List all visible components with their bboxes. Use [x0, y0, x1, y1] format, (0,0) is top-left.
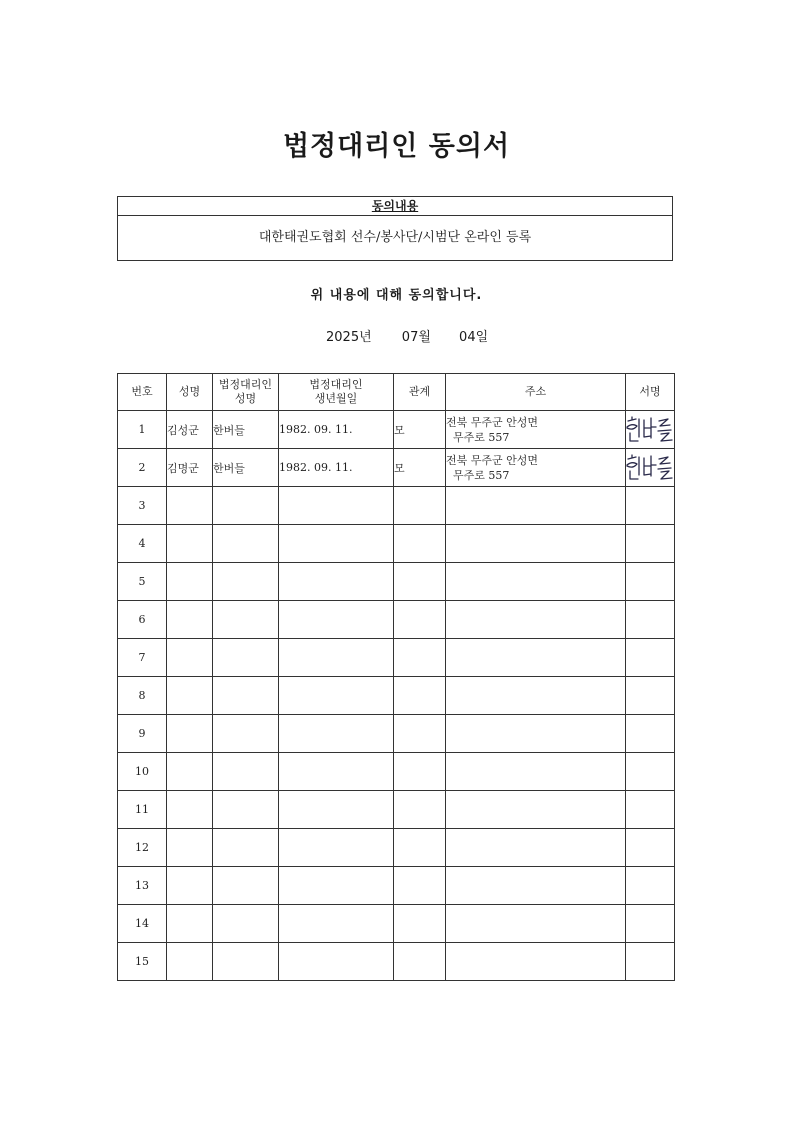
row-number: 14 — [118, 905, 167, 943]
guardian-name — [213, 791, 279, 829]
relation — [394, 753, 446, 791]
table-row — [118, 601, 675, 639]
signature — [626, 677, 675, 715]
relation — [394, 601, 446, 639]
signature — [626, 601, 675, 639]
relation: 모 — [394, 411, 446, 449]
row-number: 11 — [118, 791, 167, 829]
address — [446, 791, 626, 829]
date-day: 04일 — [459, 330, 489, 345]
signature — [626, 525, 675, 563]
address — [446, 601, 626, 639]
guardian-name — [213, 829, 279, 867]
table-row — [118, 829, 675, 867]
table-row — [118, 487, 675, 525]
guardian-birthdate — [279, 487, 394, 525]
row-number: 12 — [118, 829, 167, 867]
signature — [626, 639, 675, 677]
guardian-birthdate — [279, 525, 394, 563]
date-line — [326, 326, 488, 345]
table-row — [118, 867, 675, 905]
table-header-row — [118, 374, 675, 411]
table-row — [118, 411, 675, 449]
relation: 모 — [394, 449, 446, 487]
table-row — [118, 677, 675, 715]
guardian-birthdate — [279, 601, 394, 639]
student-name — [167, 563, 213, 601]
table-body — [118, 411, 675, 981]
consent-header-label: 동의내용 — [371, 199, 419, 213]
relation — [394, 943, 446, 981]
header-signature: 서명 — [626, 374, 675, 411]
document-title: 법정대리인 동의서 — [282, 131, 511, 162]
signature — [626, 449, 675, 487]
guardian-name — [213, 525, 279, 563]
table-row — [118, 943, 675, 981]
student-name — [167, 639, 213, 677]
guardian-table — [117, 373, 675, 981]
address — [446, 867, 626, 905]
row-number: 13 — [118, 867, 167, 905]
row-number: 5 — [118, 563, 167, 601]
header-name: 성명 — [167, 374, 213, 411]
guardian-name — [213, 753, 279, 791]
student-name — [167, 487, 213, 525]
row-number: 7 — [118, 639, 167, 677]
guardian-name — [213, 905, 279, 943]
address — [446, 715, 626, 753]
table-row — [118, 905, 675, 943]
address — [446, 753, 626, 791]
guardian-name — [213, 943, 279, 981]
row-number: 8 — [118, 677, 167, 715]
header-guardian-name — [213, 374, 279, 411]
relation — [394, 791, 446, 829]
guardian-birthdate — [279, 905, 394, 943]
address — [446, 411, 626, 449]
row-number: 6 — [118, 601, 167, 639]
guardian-birthdate: 1982. 09. 11. — [279, 449, 394, 487]
row-number: 15 — [118, 943, 167, 981]
relation — [394, 867, 446, 905]
signature — [626, 715, 675, 753]
signature — [626, 753, 675, 791]
row-number: 9 — [118, 715, 167, 753]
date-year: 2025년 — [326, 330, 372, 345]
student-name — [167, 867, 213, 905]
address-line1: 전북 무주군 안성면 — [446, 415, 539, 429]
consent-header — [118, 197, 672, 216]
guardian-name — [213, 715, 279, 753]
relation — [394, 905, 446, 943]
relation — [394, 525, 446, 563]
signature — [626, 563, 675, 601]
consent-box — [117, 196, 673, 261]
date-month: 07월 — [401, 330, 431, 345]
relation — [394, 829, 446, 867]
address — [446, 449, 626, 487]
guardian-birthdate — [279, 791, 394, 829]
address — [446, 525, 626, 563]
signature — [626, 487, 675, 525]
relation — [394, 639, 446, 677]
header-no: 번호 — [118, 374, 167, 411]
address — [446, 639, 626, 677]
address — [446, 829, 626, 867]
guardian-name — [213, 487, 279, 525]
relation — [394, 563, 446, 601]
address — [446, 905, 626, 943]
signature — [626, 867, 675, 905]
signature — [626, 791, 675, 829]
address — [446, 563, 626, 601]
table-row — [118, 715, 675, 753]
address — [446, 487, 626, 525]
table-row — [118, 639, 675, 677]
student-name — [167, 943, 213, 981]
student-name — [167, 677, 213, 715]
relation — [394, 677, 446, 715]
relation — [394, 487, 446, 525]
table-row — [118, 449, 675, 487]
guardian-name — [213, 639, 279, 677]
header-guardian-birth — [279, 374, 394, 411]
signature — [626, 943, 675, 981]
header-guardian-name-line1: 법정대리인 — [218, 378, 273, 391]
guardian-name: 한버들 — [213, 411, 279, 449]
guardian-birthdate — [279, 677, 394, 715]
student-name — [167, 753, 213, 791]
header-guardian-name-line2: 성명 — [234, 392, 257, 405]
guardian-birthdate — [279, 867, 394, 905]
handwritten-signature — [626, 411, 675, 449]
address-line2: 무주로 557 — [453, 468, 510, 482]
header-guardian-birth-line1: 법정대리인 — [309, 378, 363, 391]
address — [446, 677, 626, 715]
guardian-birthdate — [279, 639, 394, 677]
header-guardian-birth-line2: 생년월일 — [314, 392, 358, 405]
handwritten-signature — [626, 449, 675, 487]
student-name — [167, 791, 213, 829]
signature — [626, 411, 675, 449]
agree-statement: 위 내용에 대해 동의합니다. — [310, 288, 483, 303]
student-name: 김명군 — [167, 449, 213, 487]
row-number: 2 — [118, 449, 167, 487]
guardian-birthdate — [279, 829, 394, 867]
student-name: 김성군 — [167, 411, 213, 449]
address-line1: 전북 무주군 안성면 — [446, 453, 539, 467]
student-name — [167, 525, 213, 563]
guardian-name — [213, 867, 279, 905]
student-name — [167, 829, 213, 867]
guardian-birthdate — [279, 715, 394, 753]
table-row — [118, 525, 675, 563]
guardian-birthdate — [279, 943, 394, 981]
address — [446, 943, 626, 981]
student-name — [167, 905, 213, 943]
address-line2: 무주로 557 — [453, 430, 510, 444]
student-name — [167, 715, 213, 753]
table-row — [118, 563, 675, 601]
guardian-name — [213, 677, 279, 715]
header-address: 주소 — [446, 374, 626, 411]
student-name — [167, 601, 213, 639]
relation — [394, 715, 446, 753]
guardian-name: 한버들 — [213, 449, 279, 487]
table-row — [118, 753, 675, 791]
guardian-name — [213, 601, 279, 639]
row-number: 4 — [118, 525, 167, 563]
row-number: 3 — [118, 487, 167, 525]
table-row — [118, 791, 675, 829]
row-number: 10 — [118, 753, 167, 791]
guardian-birthdate: 1982. 09. 11. — [279, 411, 394, 449]
consent-text: 대한태권도협회 선수/봉사단/시범단 온라인 등록 — [258, 230, 532, 245]
signature — [626, 829, 675, 867]
signature — [626, 905, 675, 943]
guardian-name — [213, 563, 279, 601]
guardian-birthdate — [279, 563, 394, 601]
header-relation: 관계 — [394, 374, 446, 411]
guardian-birthdate — [279, 753, 394, 791]
row-number: 1 — [118, 411, 167, 449]
